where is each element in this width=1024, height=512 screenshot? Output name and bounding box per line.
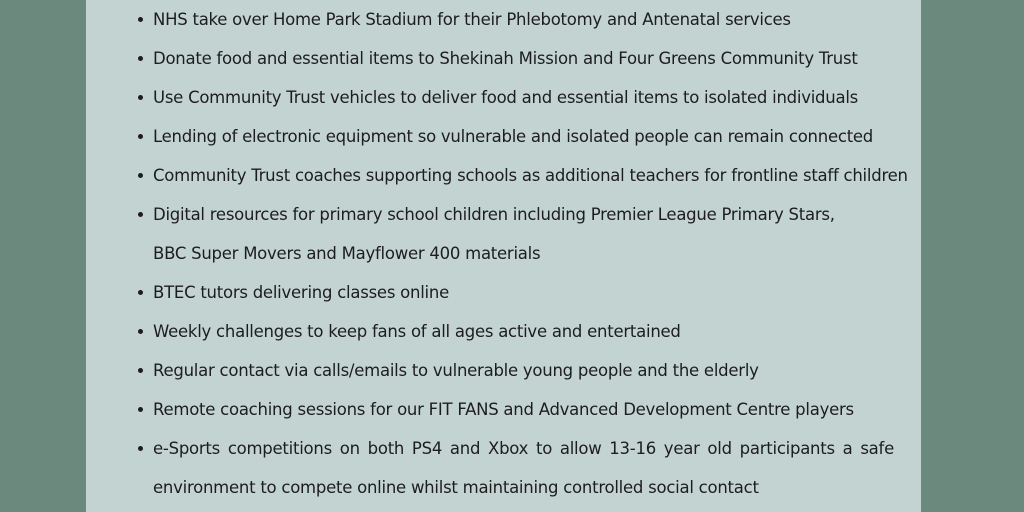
list-item-text: Donate food and essential items to Shekinah Mission and Four Greens Community Trust (153, 49, 858, 68)
bullet-icon (138, 212, 143, 217)
bullet-list (86, 0, 921, 507)
bullet-icon (138, 407, 143, 412)
list-item (86, 312, 894, 351)
list-item (86, 156, 908, 195)
list-item-text: Use Community Trust vehicles to deliver food and essential items to isolated individuals (153, 88, 859, 107)
bullet-icon (138, 329, 143, 334)
list-item-text: BTEC tutors delivering classes online (153, 283, 449, 302)
bullet-icon (138, 56, 143, 61)
list-item-text: Remote coaching sessions for our FIT FANS and Advanced Development Centre players (153, 400, 854, 419)
bullet-icon (138, 17, 143, 22)
bullet-icon (138, 368, 143, 373)
list-item (86, 0, 894, 39)
bullet-icon (138, 290, 143, 295)
list-item (86, 78, 894, 117)
list-item-text: Community Trust coaches supporting schools as additional teachers for frontline staff children (153, 166, 908, 185)
list-item-text: NHS take over Home Park Stadium for their Phlebotomy and Antenatal services (153, 10, 791, 29)
list-item-text-continued: BBC Super Movers and Mayflower 400 materials (153, 244, 541, 263)
content-panel (86, 0, 921, 512)
list-item (86, 117, 894, 156)
bullet-icon (138, 173, 143, 178)
list-item-text: Regular contact via calls/emails to vulnerable young people and the elderly (153, 361, 759, 380)
list-item-text-continued: environment to compete online whilst maintaining controlled social contact (153, 478, 759, 497)
list-item-text: Digital resources for primary school children including Premier League Primary Stars, (153, 205, 835, 224)
list-item (86, 429, 894, 507)
list-item (86, 390, 894, 429)
bullet-icon (138, 95, 143, 100)
bullet-icon (138, 446, 143, 451)
list-item-text: e-Sports competitions on both PS4 and Xbox to allow 13-16 year old participants a safe (153, 439, 894, 458)
list-item (86, 351, 894, 390)
list-item-text: Lending of electronic equipment so vulnerable and isolated people can remain connected (153, 127, 874, 146)
list-item (86, 195, 894, 273)
bullet-icon (138, 134, 143, 139)
list-item (86, 39, 894, 78)
list-item (86, 273, 894, 312)
list-item-text: Weekly challenges to keep fans of all ages active and entertained (153, 322, 681, 341)
